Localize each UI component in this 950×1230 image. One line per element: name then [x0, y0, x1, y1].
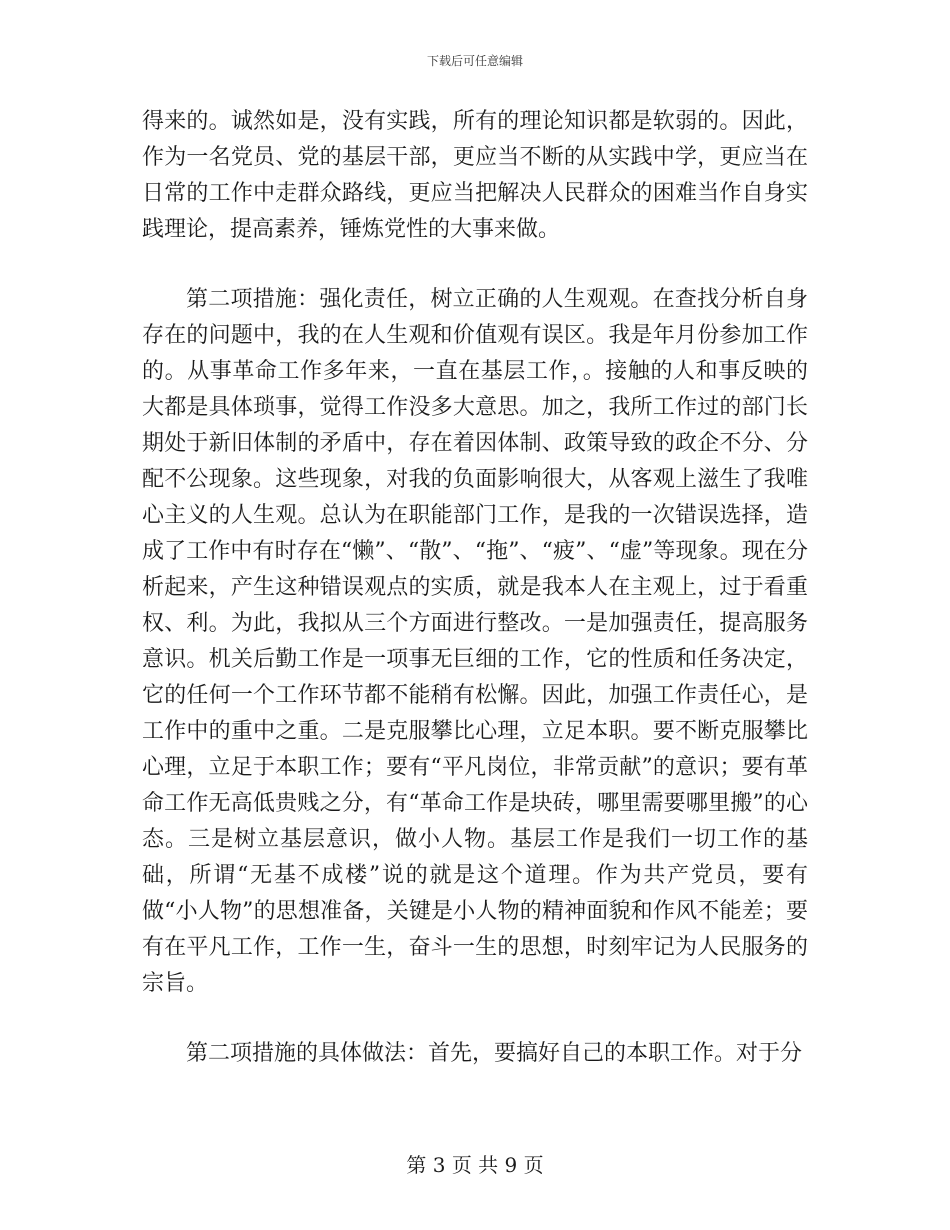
page-number-label: 第 3 页 共 9 页 — [406, 1153, 544, 1177]
paragraph-second-measure: 第二项措施：强化责任，树立正确的人生观观。在查找分析自身存在的问题中，我的在人生观和价值观有误区。我是年月份参加工作的。从事革命工作多年来，一直在基层工作，。接触的人和事反映的大都是具体琐事，觉得工作没多大意思。加之，我所工作过的部门长期处于新旧体制的矛盾中，存在着因体制、政策导致的政企不分、分配不公现象。这些现象，对我的负面影响很大，从客观上滋生了我唯心主义的人生观。总认为在职能部门工作，是我的一次错误选择，造成了工作中有时存在“懒”、“散”、“拖”、“疲”、“虚”等现象。现在分析起来，产生这种错误观点的实质，就是我本人在主观上，过于看重权、利。为此，我拟从三个方面进行整改。一是加强责任，提高服务意识。机关后勤工作是一项事无巨细的工作，它的性质和任务决定，它的任何一个工作环节都不能稍有松懈。因此，加强工作责任心，是工作中的重中之重。二是克服攀比心理，立足本职。要不断克服攀比心理，立足于本职工作；要有“平凡岗位，非常贡献”的意识；要有革命工作无高低贵贱之分，有“革命工作是块砖，哪里需要哪里搬”的心态。三是树立基层意识，做小人物。基层工作是我们一切工作的基础，所谓“无基不成楼”说的就是这个道理。作为共产党员，要有做“小人物”的思想准备，关键是小人物的精神面貌和作风不能差；要有在平凡工作，工作一生，奋斗一生的思想，时刻牢记为人民服务的宗旨。 — [142, 287, 808, 996]
page-header-note: 下载后可任意编辑 — [426, 54, 523, 68]
document-body — [142, 104, 808, 1106]
page-footer — [0, 1151, 950, 1179]
paragraph-second-measure-practice: 第二项措施的具体做法：首先，要搞好自己的本职工作。对于分 — [186, 1041, 803, 1066]
paragraph-continuation: 得来的。诚然如是，没有实践，所有的理论知识都是软弱的。因此，作为一名党员、党的基层干部，更应当不断的从实践中学，更应当在日常的工作中走群众路线，更应当把解决人民群众的困难当作自身实践理论，提高素养，锤炼党性的大事来做。 — [142, 109, 808, 242]
